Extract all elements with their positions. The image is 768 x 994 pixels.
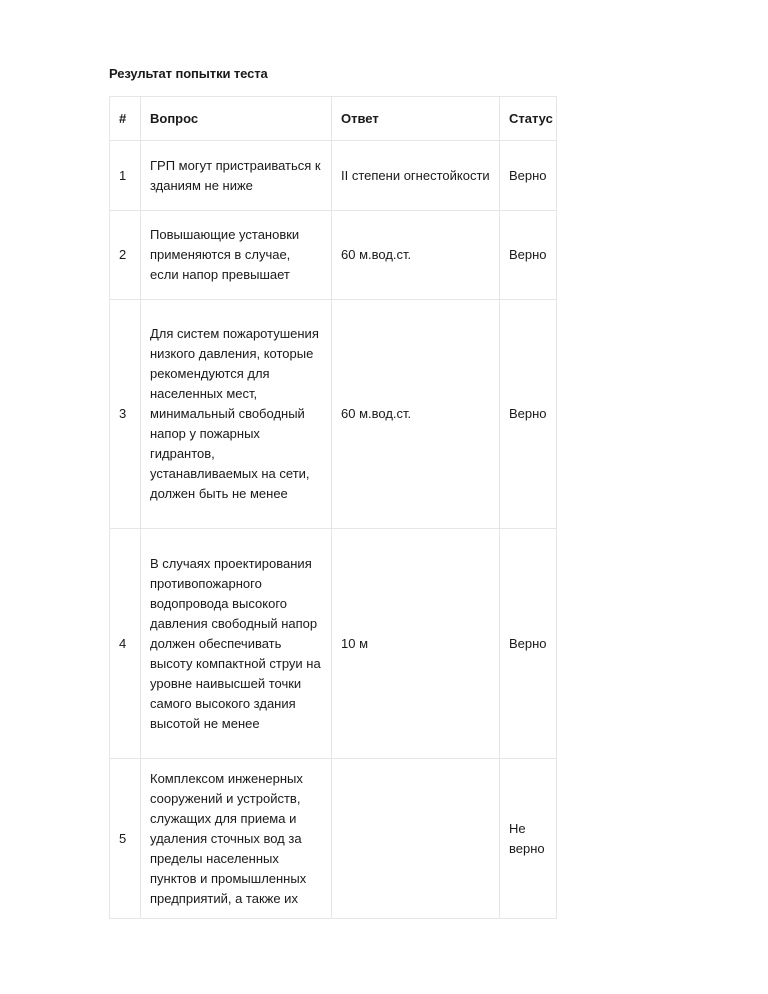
row-answer [332,759,500,919]
row-status: Верно [500,529,557,759]
row-status: Верно [500,211,557,300]
row-answer: 60 м.вод.ст. [332,300,500,529]
header-answer: Ответ [332,97,500,141]
row-question: Повышающие установки применяются в случае, если напор превышает [141,211,332,300]
row-question: Комплексом инженерных сооружений и устройств, служащих для приема и удаления сточных вод за пределы населенных пунктов и промышленных предприятий, а также их [141,759,332,919]
table-row [110,759,557,919]
row-question: Для систем пожаротушения низкого давления, которые рекомендуются для населенных мест, минимальный свободный напор у пожарных гидрантов, устанавливаемых на сети, должен быть не менее [141,300,332,529]
table-row [110,141,557,211]
table-row [110,529,557,759]
row-question: В случаях проектирования противопожарного водопровода высокого давления свободный напор должен обеспечивать высоту компактной струи на уровне наивысшей точки самого высокого здания высотой не менее [141,529,332,759]
results-table [109,96,557,919]
row-answer: 10 м [332,529,500,759]
table-header-row [110,97,557,141]
table-row [110,211,557,300]
header-status: Статус [500,97,557,141]
row-status: Верно [500,300,557,529]
table-row [110,300,557,529]
page-title: Результат попытки теста [109,66,268,81]
row-number: 4 [110,529,141,759]
row-question: ГРП могут пристраиваться к зданиям не ниже [141,141,332,211]
row-answer: 60 м.вод.ст. [332,211,500,300]
header-number: # [110,97,141,141]
row-status: Не верно [500,759,557,919]
row-number: 1 [110,141,141,211]
row-status: Верно [500,141,557,211]
header-question: Вопрос [141,97,332,141]
row-number: 2 [110,211,141,300]
row-answer: II степени огнестойкости [332,141,500,211]
row-number: 5 [110,759,141,919]
row-number: 3 [110,300,141,529]
